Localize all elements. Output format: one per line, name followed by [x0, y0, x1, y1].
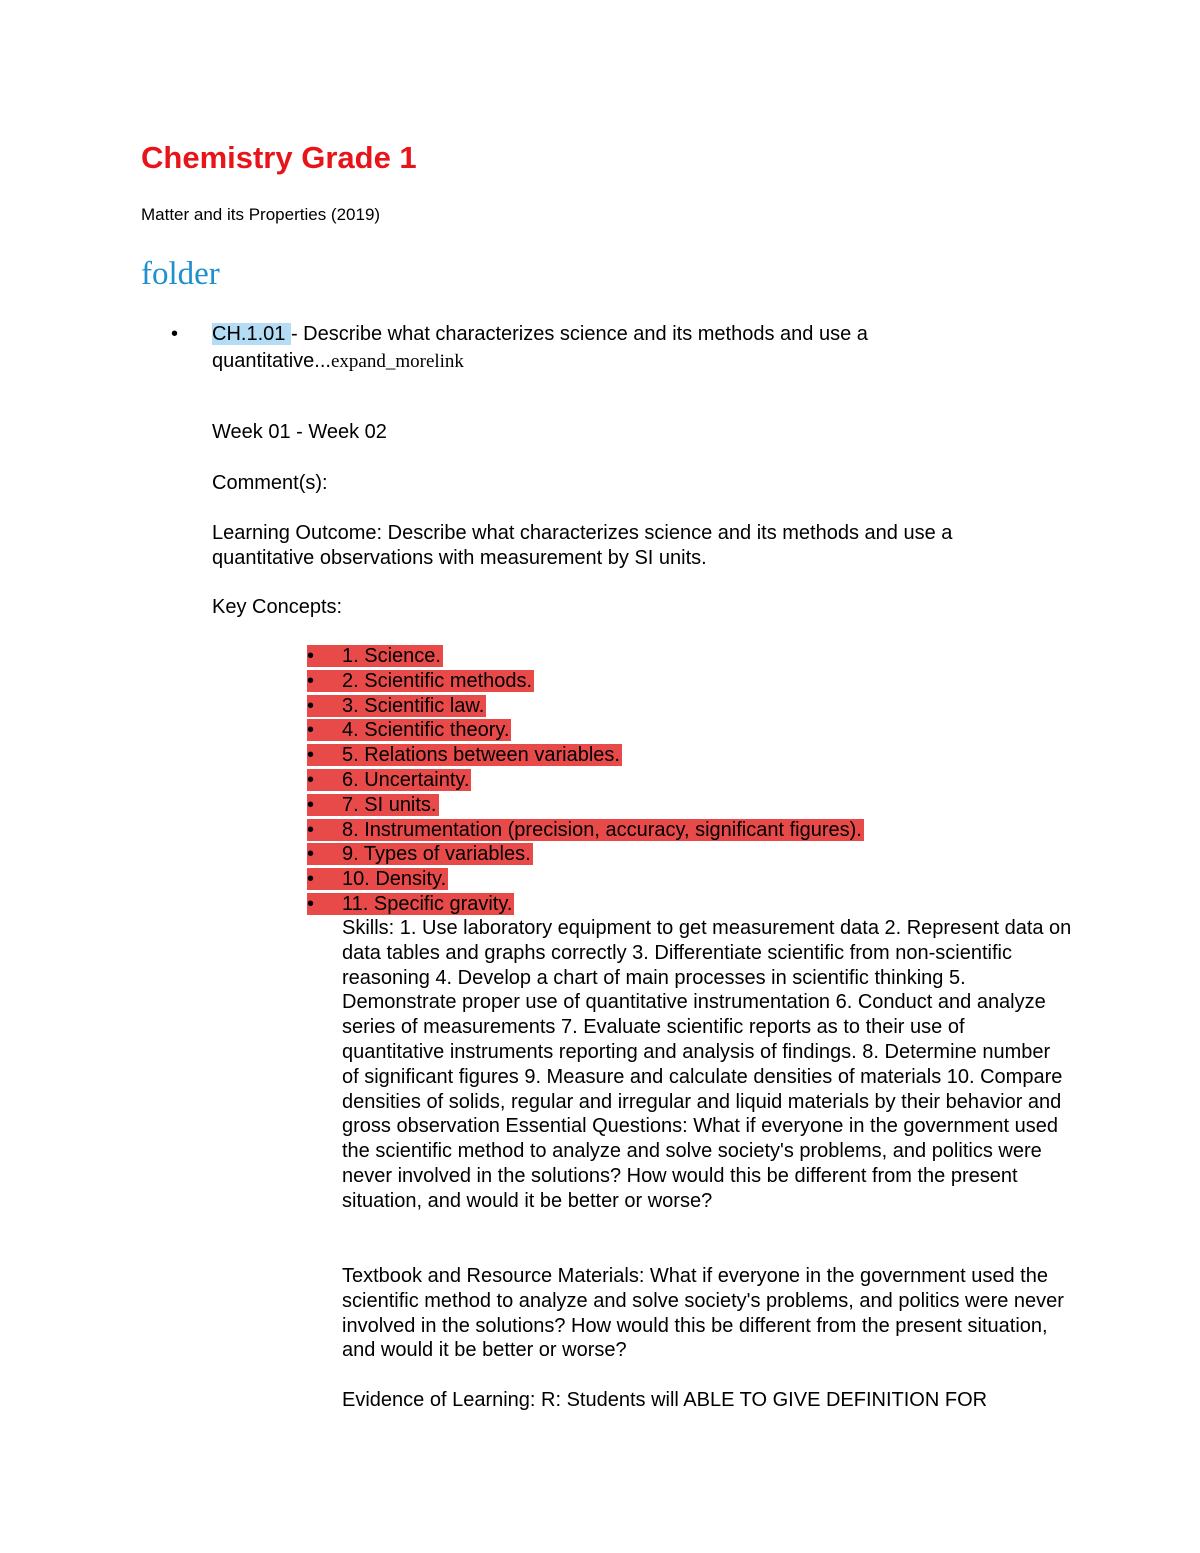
key-concepts-list [307, 644, 864, 917]
list-item: • 10. Density. [307, 868, 447, 891]
document-title: Chemistry Grade 1 [141, 140, 417, 175]
expand-more-link[interactable]: expand_morelink [330, 351, 464, 372]
list-item: • 8. Instrumentation (precision, accuracy, significant figures). [307, 818, 862, 841]
list-item: • 1. Science. [307, 645, 441, 667]
skills-paragraph: Skills: 1. Use laboratory equipment to get measurement data 2. Represent data on data tables and graphs correctly 3. Differentiate scientific from non-scientific reasoning 4. Develop a chart of main processes in scientific thinking 5. Demonstrate proper use of quantitative instrumentation 6. Conduct and analyze series of measurements 7. Evaluate scientific reports as to their use of quantitative instruments reporting and analysis of findings. 8. Determine number of significant figures 9. Measure and calculate densities of materials 10. Compare densities of solids, regular and irregular and liquid materials by their behavior and gross observation Essential Questions: What if everyone in the government used the scientific method to analyze and solve society's problems, and politics were never involved in the solutions? How would this be different from the present situation, and would it be better or worse? [342, 917, 1072, 1212]
standard-bullet: • [171, 323, 179, 345]
standard-description [212, 323, 868, 346]
textbook-paragraph: Textbook and Resource Materials: What if everyone in the government used the scientific method to analyze and solve society's problems, and politics were never involved in the solutions? How would this be different from the present situation, and would it be better or worse? [342, 1265, 1064, 1362]
standard-desc-line1: - Describe what characterizes science and its methods and use a [290, 323, 868, 345]
list-item: • 2. Scientific methods. [307, 669, 533, 692]
folder-heading: folder [141, 256, 220, 292]
list-item: • 4. Scientific theory. [307, 719, 510, 742]
list-item: • 9. Types of variables. [307, 843, 531, 866]
list-item: • 6. Uncertainty. [307, 768, 470, 791]
standard-code-link[interactable]: CH.1.01 [212, 323, 291, 345]
learning-outcome-line1: Learning Outcome: Describe what characterizes science and its methods and use a [212, 522, 953, 544]
list-item: • 7. SI units. [307, 793, 437, 816]
comments-label: Comment(s): [212, 472, 328, 494]
list-item: • 3. Scientific law. [307, 694, 485, 717]
list-item: • 5. Relations between variables. [307, 744, 620, 767]
document-subtitle: Matter and its Properties (2019) [141, 205, 381, 224]
standard-desc-line2: quantitative... [212, 350, 331, 372]
list-item: • 11. Specific gravity. [307, 892, 513, 915]
standard-description-cont [212, 350, 464, 373]
evidence-paragraph: Evidence of Learning: R: Students will ABLE TO GIVE DEFINITION FOR [342, 1389, 988, 1411]
key-concepts-label: Key Concepts: [212, 596, 343, 618]
learning-outcome [212, 521, 952, 571]
week-range: Week 01 - Week 02 [212, 421, 387, 443]
learning-outcome-line2: quantitative observations with measurement by SI units. [212, 547, 707, 569]
